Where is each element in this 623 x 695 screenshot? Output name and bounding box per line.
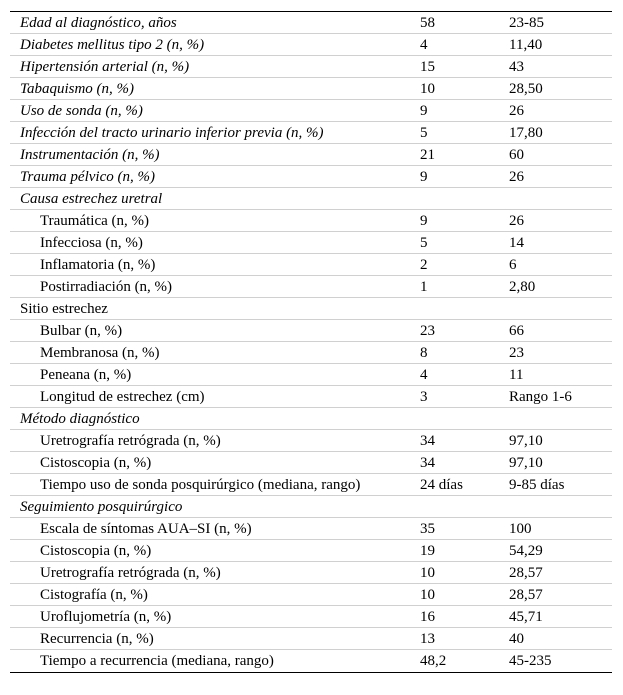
row-value: 2,80 xyxy=(509,279,536,295)
row-value: 9-85 días xyxy=(509,477,565,493)
row-value: 45-235 xyxy=(509,653,552,669)
table-row xyxy=(10,496,612,518)
row-count: 5 xyxy=(420,125,428,141)
row-value: 28,50 xyxy=(509,81,543,97)
row-value: 28,57 xyxy=(509,587,543,603)
table-row xyxy=(10,408,612,430)
row-label: Inflamatoria (n, %) xyxy=(40,257,156,273)
row-count: 16 xyxy=(420,609,435,625)
table-row xyxy=(10,276,612,298)
row-label: Método diagnóstico xyxy=(20,411,140,427)
row-count: 10 xyxy=(420,81,435,97)
table-row xyxy=(10,452,612,474)
table-row xyxy=(10,628,612,650)
row-count: 3 xyxy=(420,389,428,405)
row-count: 35 xyxy=(420,521,435,537)
table-row xyxy=(10,210,612,232)
table-row xyxy=(10,342,612,364)
row-count: 58 xyxy=(420,15,435,31)
row-label: Bulbar (n, %) xyxy=(40,323,123,339)
row-value: 45,71 xyxy=(509,609,543,625)
data-table xyxy=(10,11,612,673)
table-row xyxy=(10,78,612,100)
row-count: 24 días xyxy=(420,477,463,493)
table-row xyxy=(10,474,612,496)
row-value: 97,10 xyxy=(509,455,543,471)
row-count: 9 xyxy=(420,213,428,229)
row-value: 26 xyxy=(509,103,524,119)
table-row xyxy=(10,12,612,34)
table-row xyxy=(10,188,612,210)
table-row xyxy=(10,56,612,78)
row-label: Infección del tracto urinario inferior previa (n, %) xyxy=(20,125,324,141)
row-count: 4 xyxy=(420,367,428,383)
row-value: 43 xyxy=(509,59,524,75)
table-row xyxy=(10,122,612,144)
row-label: Traumática (n, %) xyxy=(40,213,149,229)
row-count: 8 xyxy=(420,345,428,361)
row-label: Longitud de estrechez (cm) xyxy=(40,389,205,405)
row-value: 40 xyxy=(509,631,524,647)
row-count: 2 xyxy=(420,257,428,273)
table-row xyxy=(10,34,612,56)
row-value: 60 xyxy=(509,147,524,163)
table-row xyxy=(10,584,612,606)
row-value: 11 xyxy=(509,367,524,383)
table-row xyxy=(10,100,612,122)
row-value: 23-85 xyxy=(509,15,544,31)
table-row xyxy=(10,606,612,628)
row-value: 23 xyxy=(509,345,524,361)
row-label: Uretrografía retrógrada (n, %) xyxy=(40,433,221,449)
row-value: Rango 1-6 xyxy=(509,389,572,405)
row-label: Seguimiento posquirúrgico xyxy=(20,499,183,515)
row-label: Tiempo a recurrencia (mediana, rango) xyxy=(40,653,274,669)
row-count: 5 xyxy=(420,235,428,251)
table-row xyxy=(10,650,612,672)
table-row xyxy=(10,254,612,276)
table-row xyxy=(10,386,612,408)
row-value: 6 xyxy=(509,257,517,273)
row-label: Cistoscopia (n, %) xyxy=(40,543,152,559)
row-label: Infecciosa (n, %) xyxy=(40,235,143,251)
row-label: Diabetes mellitus tipo 2 (n, %) xyxy=(20,37,205,53)
row-label: Escala de síntomas AUA–SI (n, %) xyxy=(40,521,252,537)
row-count: 10 xyxy=(420,565,435,581)
row-label: Cistografía (n, %) xyxy=(40,587,148,603)
table-row xyxy=(10,540,612,562)
row-label: Edad al diagnóstico, años xyxy=(20,15,177,31)
row-label: Uso de sonda (n, %) xyxy=(20,103,143,119)
table-row xyxy=(10,144,612,166)
row-count: 13 xyxy=(420,631,435,647)
row-count: 15 xyxy=(420,59,435,75)
table-row xyxy=(10,518,612,540)
row-value: 100 xyxy=(509,521,532,537)
table-row xyxy=(10,320,612,342)
row-label: Peneana (n, %) xyxy=(40,367,132,383)
row-count: 34 xyxy=(420,433,435,449)
row-value: 11,40 xyxy=(509,37,543,53)
row-count: 48,2 xyxy=(420,653,447,669)
row-count: 19 xyxy=(420,543,435,559)
row-label: Trauma pélvico (n, %) xyxy=(20,169,155,185)
row-label: Tabaquismo (n, %) xyxy=(20,81,135,97)
row-value: 26 xyxy=(509,169,524,185)
row-count: 1 xyxy=(420,279,428,295)
row-count: 34 xyxy=(420,455,435,471)
table-row xyxy=(10,232,612,254)
row-count: 9 xyxy=(420,103,428,119)
row-value: 14 xyxy=(509,235,524,251)
row-value: 26 xyxy=(509,213,524,229)
row-label: Recurrencia (n, %) xyxy=(40,631,154,647)
table-row xyxy=(10,562,612,584)
table-row xyxy=(10,166,612,188)
row-label: Cistoscopia (n, %) xyxy=(40,455,152,471)
row-value: 66 xyxy=(509,323,524,339)
row-value: 17,80 xyxy=(509,125,543,141)
row-count: 10 xyxy=(420,587,435,603)
row-label: Sitio estrechez xyxy=(20,301,108,317)
row-value: 97,10 xyxy=(509,433,543,449)
row-label: Tiempo uso de sonda posquirúrgico (mediana, rango) xyxy=(40,477,361,493)
row-count: 9 xyxy=(420,169,428,185)
row-count: 21 xyxy=(420,147,435,163)
row-value: 54,29 xyxy=(509,543,543,559)
row-label: Membranosa (n, %) xyxy=(40,345,160,361)
row-label: Instrumentación (n, %) xyxy=(20,147,160,163)
row-label: Uroflujometría (n, %) xyxy=(40,609,172,625)
table-row xyxy=(10,298,612,320)
table-row xyxy=(10,430,612,452)
row-label: Causa estrechez uretral xyxy=(20,191,163,207)
row-label: Uretrografía retrógrada (n, %) xyxy=(40,565,221,581)
row-label: Postirradiación (n, %) xyxy=(40,279,173,295)
row-label: Hipertensión arterial (n, %) xyxy=(20,59,190,75)
table-row xyxy=(10,364,612,386)
row-value: 28,57 xyxy=(509,565,543,581)
row-count: 23 xyxy=(420,323,435,339)
row-count: 4 xyxy=(420,37,428,53)
